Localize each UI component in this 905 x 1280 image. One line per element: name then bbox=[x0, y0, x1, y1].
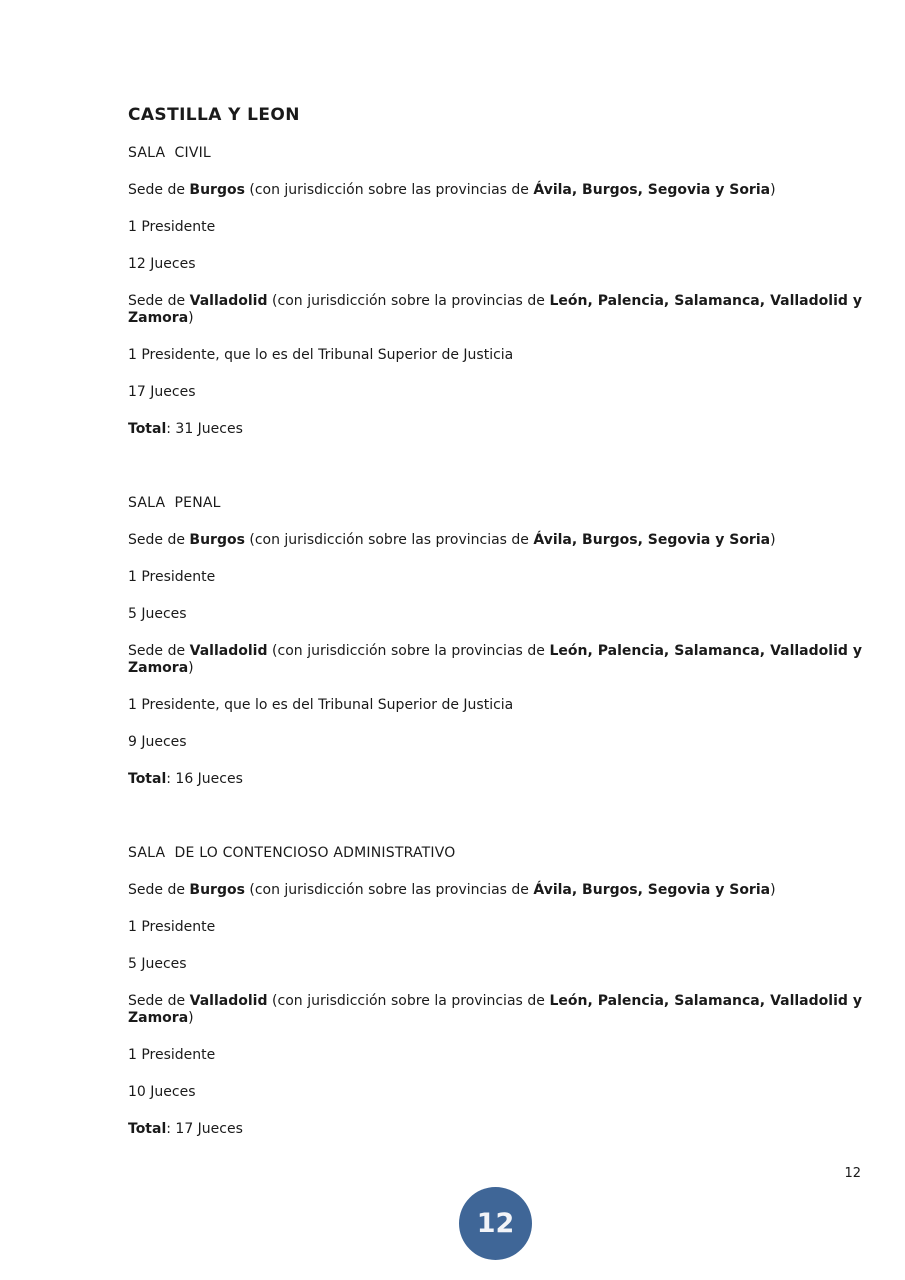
text-line bbox=[128, 1010, 862, 1027]
paragraph bbox=[128, 421, 862, 438]
text: 1 Presidente bbox=[128, 1047, 216, 1063]
bold-text: Burgos bbox=[189, 182, 245, 198]
text: (con jurisdicción sobre las provincias de bbox=[244, 182, 534, 198]
bold-text: Burgos bbox=[189, 882, 245, 898]
text: ) bbox=[188, 310, 194, 326]
bold-text: Total bbox=[128, 771, 167, 787]
text: Sede de bbox=[128, 993, 190, 1009]
bold-text: Zamora bbox=[128, 660, 189, 676]
sala-civil-paragraphs bbox=[128, 182, 862, 438]
bold-text: León, Palencia, Salamanca, Valladolid y bbox=[549, 993, 862, 1009]
text: (con jurisdicción sobre la provincias de bbox=[267, 993, 550, 1009]
paragraph bbox=[128, 919, 862, 936]
text-line bbox=[128, 310, 862, 327]
paragraph bbox=[128, 606, 862, 623]
text: Sede de bbox=[128, 293, 190, 309]
paragraph bbox=[128, 219, 862, 236]
text: 9 Jueces bbox=[128, 734, 187, 750]
text: 5 Jueces bbox=[128, 956, 187, 972]
sala-civil-heading: SALA CIVIL bbox=[128, 145, 211, 161]
paragraph bbox=[128, 882, 862, 899]
text: Sede de bbox=[128, 643, 190, 659]
paragraph bbox=[128, 293, 862, 327]
text: ) bbox=[770, 182, 776, 198]
text: : 17 Jueces bbox=[166, 1121, 243, 1137]
paragraph bbox=[128, 256, 862, 273]
text: Sede de bbox=[128, 182, 190, 198]
page-title: CASTILLA Y LEON bbox=[128, 105, 300, 125]
paragraph bbox=[128, 569, 862, 586]
bold-text: Ávila, Burgos, Segovia y Soria bbox=[533, 532, 771, 548]
text: ) bbox=[188, 1010, 194, 1026]
paragraph bbox=[128, 697, 862, 714]
bold-text: Valladolid bbox=[189, 293, 268, 309]
bold-text: León, Palencia, Salamanca, Valladolid y bbox=[549, 643, 862, 659]
paragraph bbox=[128, 956, 862, 973]
paragraph bbox=[128, 1121, 862, 1138]
text: ) bbox=[770, 882, 776, 898]
text: 5 Jueces bbox=[128, 606, 187, 622]
text: ) bbox=[770, 532, 776, 548]
bold-text: Zamora bbox=[128, 310, 189, 326]
text: ) bbox=[188, 660, 194, 676]
sala-penal-heading: SALA PENAL bbox=[128, 495, 221, 511]
paragraph bbox=[128, 1084, 862, 1101]
text: 1 Presidente bbox=[128, 919, 216, 935]
paragraph bbox=[128, 182, 862, 199]
text: 1 Presidente, que lo es del Tribunal Superior de Justicia bbox=[128, 697, 514, 713]
text-line bbox=[128, 643, 862, 660]
section-sala-contencioso bbox=[128, 845, 862, 1138]
page-number-badge bbox=[459, 1187, 532, 1260]
paragraph bbox=[128, 384, 862, 401]
text-line bbox=[128, 660, 862, 677]
text: : 31 Jueces bbox=[166, 421, 243, 437]
paragraph bbox=[128, 532, 862, 549]
text: Sede de bbox=[128, 532, 190, 548]
section-sala-penal bbox=[128, 495, 862, 788]
paragraph bbox=[128, 771, 862, 788]
text: (con jurisdicción sobre las provincias de bbox=[244, 532, 534, 548]
text: (con jurisdicción sobre la provincias de bbox=[267, 293, 550, 309]
text: 1 Presidente bbox=[128, 569, 216, 585]
paragraph bbox=[128, 643, 862, 677]
paragraph bbox=[128, 993, 862, 1027]
bold-text: Burgos bbox=[189, 532, 245, 548]
badge-page-number: 12 bbox=[476, 1208, 515, 1239]
bold-text: Ávila, Burgos, Segovia y Soria bbox=[533, 882, 771, 898]
bold-text: Total bbox=[128, 421, 167, 437]
text: (con jurisdicción sobre la provincias de bbox=[267, 643, 550, 659]
text: (con jurisdicción sobre las provincias de bbox=[244, 882, 534, 898]
page-number: 12 bbox=[844, 1166, 861, 1181]
bold-text: León, Palencia, Salamanca, Valladolid y bbox=[549, 293, 862, 309]
bold-text: Ávila, Burgos, Segovia y Soria bbox=[533, 182, 771, 198]
bold-text: Valladolid bbox=[189, 643, 268, 659]
section-sala-civil bbox=[128, 145, 862, 438]
bold-text: Zamora bbox=[128, 1010, 189, 1026]
text: Sede de bbox=[128, 882, 190, 898]
text: 1 Presidente, que lo es del Tribunal Superior de Justicia bbox=[128, 347, 514, 363]
text: 12 Jueces bbox=[128, 256, 196, 272]
paragraph bbox=[128, 734, 862, 751]
text: 17 Jueces bbox=[128, 384, 196, 400]
text-line bbox=[128, 293, 862, 310]
sala-contencioso-heading: SALA DE LO CONTENCIOSO ADMINISTRATIVO bbox=[128, 845, 456, 861]
bold-text: Total bbox=[128, 1121, 167, 1137]
sala-penal-paragraphs bbox=[128, 532, 862, 788]
paragraph bbox=[128, 347, 862, 364]
text: 1 Presidente bbox=[128, 219, 216, 235]
text-line bbox=[128, 993, 862, 1010]
paragraph bbox=[128, 1047, 862, 1064]
text: : 16 Jueces bbox=[166, 771, 243, 787]
text: 10 Jueces bbox=[128, 1084, 196, 1100]
sala-contencioso-paragraphs bbox=[128, 882, 862, 1138]
bold-text: Valladolid bbox=[189, 993, 268, 1009]
